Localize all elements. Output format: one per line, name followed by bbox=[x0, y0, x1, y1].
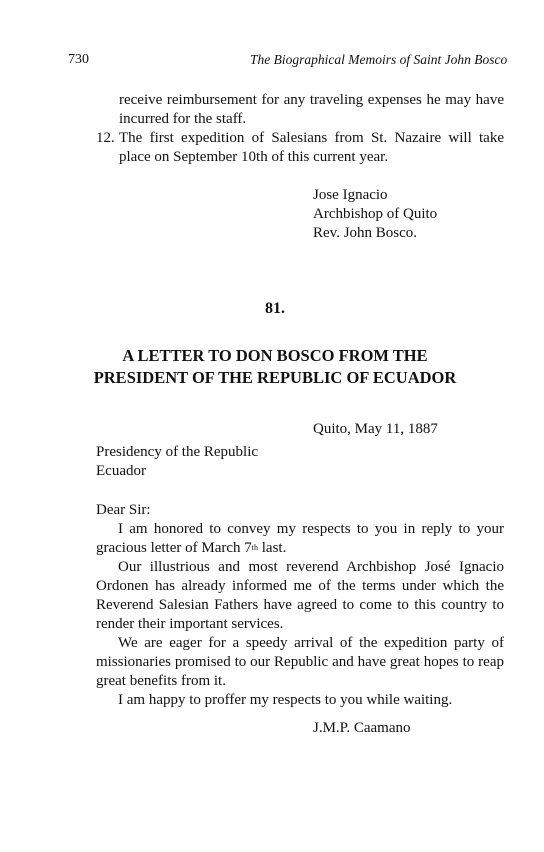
list-item-text: The first expedition of Salesians from St. Nazaire will take place on September 10th of this current year. bbox=[119, 130, 504, 165]
closing-signature: J.M.P. Caamano bbox=[313, 720, 411, 736]
letter-paragraph: We are eager for a speedy arrival of the expedition party of missionaries promised to our Republic and have great hopes to reap great benefits from it. bbox=[96, 635, 504, 689]
heading-line: A LETTER TO DON BOSCO FROM THE bbox=[122, 346, 428, 365]
continuation-text: receive reimbursement for any traveling expenses he may have incurred for the staff. bbox=[119, 92, 504, 127]
section-heading bbox=[70, 345, 480, 389]
address-line: Ecuador bbox=[96, 463, 146, 479]
paragraph-text: last. bbox=[258, 540, 287, 556]
list-item-number: 12. bbox=[96, 130, 115, 146]
letter-paragraph: I am happy to proffer my respects to you while waiting. bbox=[118, 692, 453, 708]
section-number: 81. bbox=[265, 300, 285, 317]
superscript: th bbox=[251, 543, 259, 552]
signature-line: Jose Ignacio bbox=[313, 187, 388, 203]
signature-line: Rev. John Bosco. bbox=[313, 225, 418, 241]
address-line: Presidency of the Republic bbox=[96, 444, 259, 460]
letter-paragraph bbox=[96, 520, 504, 558]
heading-line: PRESIDENT OF THE REPUBLIC OF ECUADOR bbox=[93, 368, 457, 387]
letter-body bbox=[96, 520, 504, 710]
running-title: The Biographical Memoirs of Saint John Bosco bbox=[250, 52, 508, 67]
address-block bbox=[96, 443, 258, 481]
signature-line: Archbishop of Quito bbox=[313, 206, 438, 222]
letter-paragraph: Our illustrious and most reverend Archbishop José Ignacio Ordonen has already informed me of the terms under which the Reverend Salesian Fathers have agreed to come to this country to render their important services. bbox=[96, 559, 504, 632]
dateline: Quito, May 11, 1887 bbox=[313, 421, 438, 437]
salutation: Dear Sir: bbox=[96, 502, 151, 518]
signature-block bbox=[313, 186, 437, 243]
page-number: 730 bbox=[68, 52, 89, 67]
paragraph-text: I am honored to convey my respects to you in reply to your gracious letter of March 7 bbox=[96, 521, 504, 556]
